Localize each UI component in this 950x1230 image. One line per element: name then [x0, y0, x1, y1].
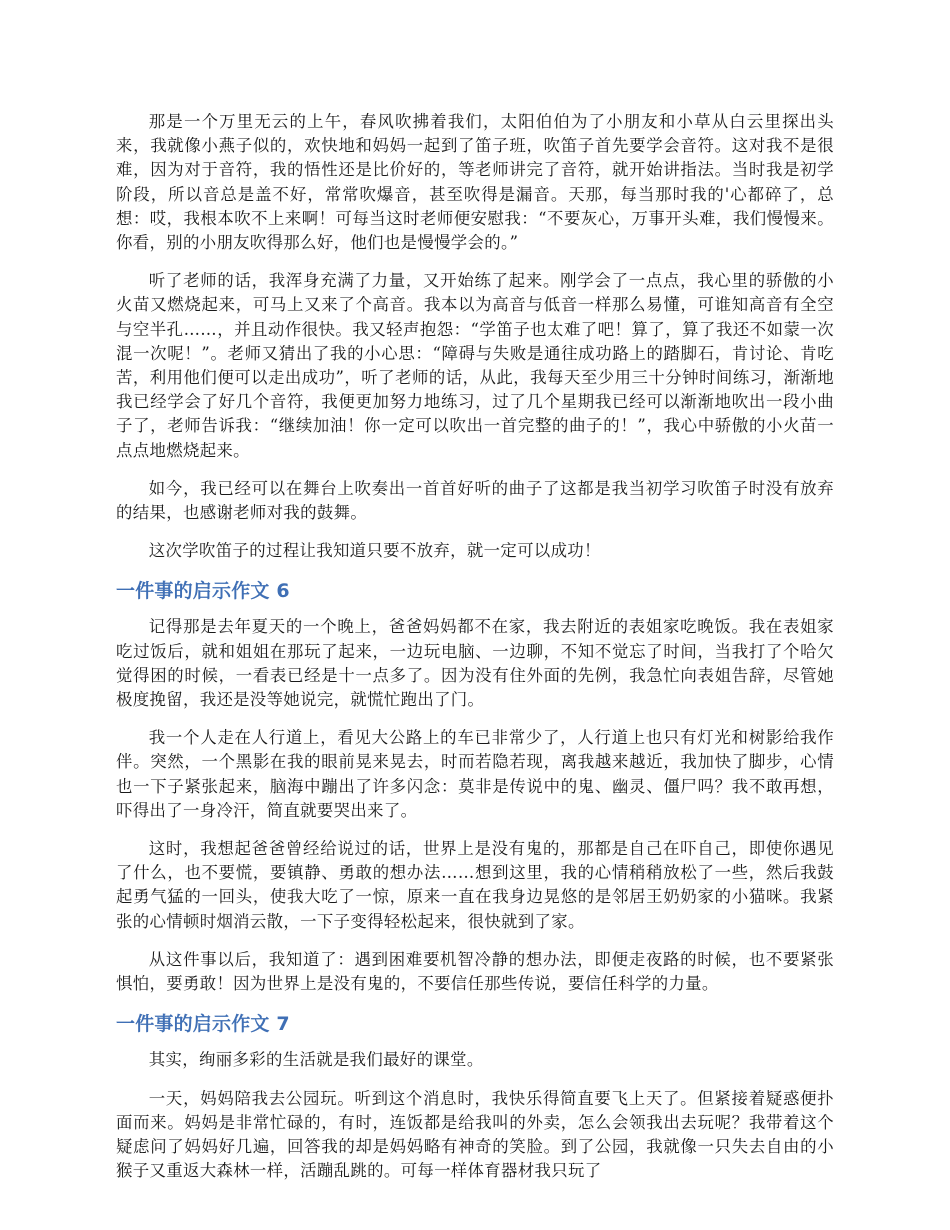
- paragraph: 我一个人走在人行道上，看见大公路上的车已非常少了，人行道上也只有灯光和树影给我作伴。突然，一个黑影在我的眼前晃来晃去，时而若隐若现，离我越来越近，我加快了脚步，心情也一下子紧张起来，脑海中蹦出了许多闪念：莫非是传说中的鬼、幽灵、僵尸吗？我不敢再想，吓得出了一身冷汗，简直就要哭出来了。: [116, 728, 834, 820]
- section-heading: 一件事的启示作文 6: [116, 580, 290, 603]
- paragraph: 从这件事以后，我知道了：遇到困难要机智冷静的想办法，即便走夜路的时候，也不要紧张惧怕，要勇敢！因为世界上是没有鬼的，不要信任那些传说，要信任科学的力量。: [116, 949, 834, 994]
- paragraph: 这次学吹笛子的过程让我知道只要不放弃，就一定可以成功！: [148, 541, 601, 561]
- paragraph: 这时，我想起爸爸曾经给说过的话，世界上是没有鬼的，那都是自己在吓自己，即使你遇见了什么，也不要慌，要镇静、勇敢的想办法……想到这里，我的心情稍稍放松了一些，然后我鼓起勇气猛的一回头，使我大吃了一惊，原来一直在我身边晃悠的是邻居王奶奶家的小猫咪。我紧张的心情顿时烟消云散，一下子变得轻松起来，很快就到了家。: [116, 839, 834, 931]
- paragraph: 听了老师的话，我浑身充满了力量，又开始练了起来。刚学会了一点点，我心里的骄傲的小火苗又燃烧起来，可马上又来了个高音。我本以为高音与低音一样那么易懂，可谁知高音有全空与空半孔……，并且动作很快。我又轻声抱怨：“学笛子也太难了吧！算了，算了我还不如蒙一次混一次呢！”。老师又猜出了我的小心思：“障碍与失败是通往成功路上的踏脚石，肯讨论、肯吃苦，利用他们便可以走出成功”，听了老师的话，从此，我每天至少用三十分钟时间练习，渐渐地我已经学会了好几个音符，我便更加努力地练习，过了几个星期我已经可以渐渐地吹出一段小曲子了，老师告诉我：“继续加油！你一定可以吹出一首完整的曲子的！”，我心中骄傲的小火苗一点点地燃烧起来。: [116, 271, 834, 460]
- paragraph: 记得那是去年夏天的一个晚上，爸爸妈妈都不在家，我去附近的表姐家吃晚饭。我在表姐家吃过饭后，就和姐姐在那玩了起来，一边玩电脑、一边聊，不知不觉忘了时间，当我打了个哈欠觉得困的时候，一看表已经是十一点多了。因为没有住外面的先例，我急忙向表姐告辞，尽管她极度挽留，我还是没等她说完，就慌忙跑出了门。: [116, 617, 834, 710]
- section-heading: 一件事的启示作文 7: [116, 1013, 290, 1036]
- essay-5-tail: [116, 110, 834, 563]
- paragraph: 其实，绚丽多彩的生活就是我们最好的课堂。: [148, 1050, 484, 1070]
- paragraph: 那是一个万里无云的上午，春风吹拂着我们，太阳伯伯为了小朋友和小草从白云里探出头来，我就像小燕子似的，欢快地和妈妈一起到了笛子班，吹笛子首先要学会音符。这对我不是很难，因为对于音符，我的悟性还是比价好的，等老师讲完了音符，就开始讲指法。当时我是初学阶段，所以音总是盖不好，常常吹爆音，甚至吹得是漏音。天那，每当那时我的'心都碎了，总想：哎，我根本吹不上来啊！可每当这时老师便安慰我：“不要灰心，万事开头难，我们慢慢来。你看，别的小朋友吹得那么好，他们也是慢慢学会的。”: [116, 112, 834, 253]
- essay-7: [116, 1010, 834, 1183]
- paragraph: 如今，我已经可以在舞台上吹奏出一首首好听的曲子了这都是我当初学习吹笛子时没有放弃的结果，也感谢老师对我的鼓舞。: [116, 478, 834, 523]
- paragraph: 一天，妈妈陪我去公园玩。听到这个消息时，我快乐得简直要飞上天了。但紧接着疑惑便扑面而来。妈妈是非常忙碌的，有时，连饭都是给我叫的外卖，怎么会领我出去玩呢？我带着这个疑虑问了妈妈好几遍，回答我的却是妈妈略有神奇的笑脸。到了公园，我就像一只失去自由的小猴子又重返大森林一样，活蹦乱跳的。可每一样体育器材我只玩了: [116, 1088, 834, 1181]
- essay-6: [116, 577, 834, 996]
